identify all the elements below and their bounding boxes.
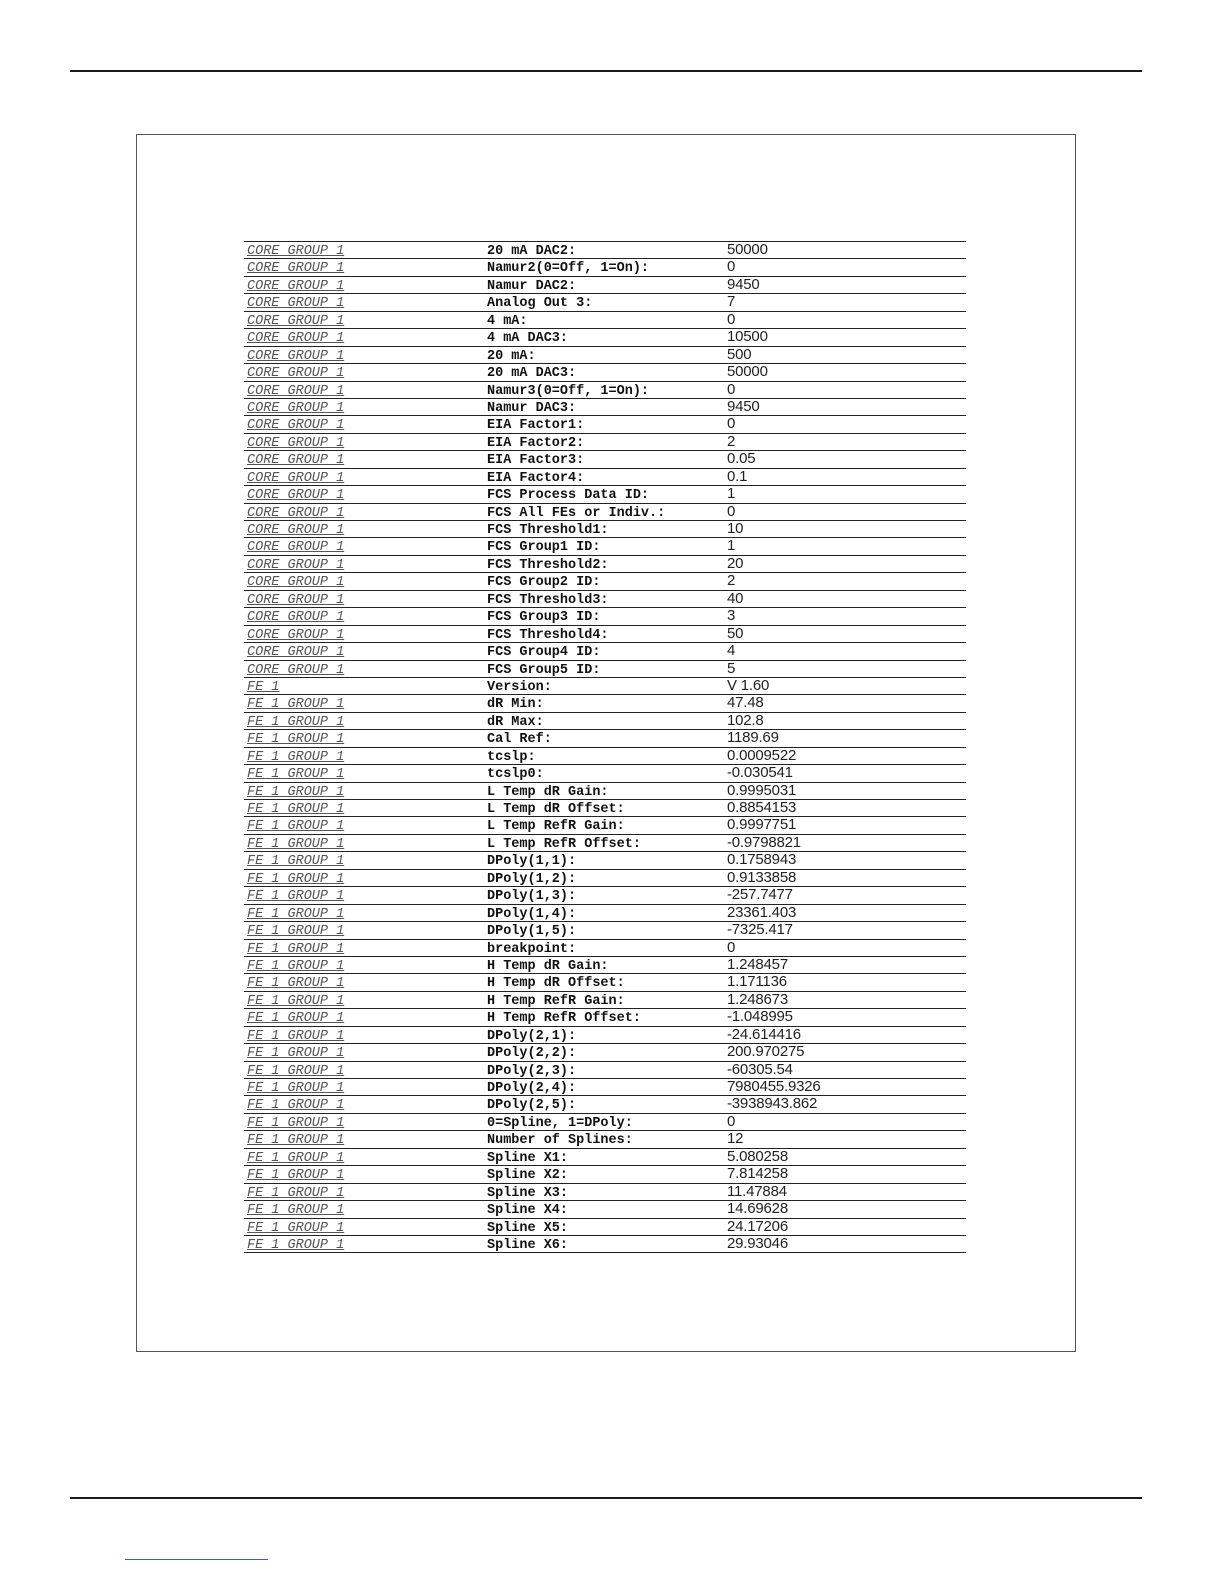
row-group: CORE GROUP 1 [247,348,345,364]
table-row [244,434,966,451]
row-value: 0 [727,380,736,398]
row-value: 0.9995031 [727,781,797,799]
row-group: FE 1 GROUP 1 [247,1150,345,1166]
row-group: FE 1 GROUP 1 [247,1046,345,1062]
row-value: 14.69628 [727,1200,788,1218]
row-value: 0.05 [727,450,756,468]
row-label: tcslp0: [487,767,544,783]
table-row [244,382,966,399]
table-row [244,1114,966,1131]
row-label: DPoly(2,3): [487,1063,577,1079]
row-value: -60305.54 [727,1060,793,1078]
row-label: 0=Spline, 1=DPoly: [487,1115,633,1131]
row-value: 0 [727,1112,736,1130]
table-row [244,608,966,625]
row-value: 10500 [727,328,768,346]
row-label: FCS Group5 ID: [487,662,601,678]
row-group: FE 1 GROUP 1 [247,802,345,817]
row-label: Spline X2: [487,1168,569,1184]
row-value: -257.7477 [727,886,793,904]
row-value: 0.8854153 [727,799,797,816]
row-value: 24.17206 [727,1217,788,1235]
row-group: FE 1 GROUP 1 [247,1237,345,1253]
row-group: CORE GROUP 1 [247,296,345,312]
row-value: -0.030541 [727,764,793,782]
table-row [244,504,966,521]
row-label: Spline X6: [487,1237,569,1253]
header-rule [70,70,1142,72]
table-row [244,242,966,259]
row-label: Spline X5: [487,1220,569,1236]
row-label: Namur DAC3: [487,400,577,416]
row-label: 20 mA DAC3: [487,366,577,382]
row-label: DPoly(2,2): [487,1046,577,1062]
row-value: 0 [727,502,736,520]
row-label: DPoly(2,4): [487,1081,577,1096]
table-row [244,521,966,538]
row-label: L Temp dR Offset: [487,802,625,817]
table-row [244,643,966,660]
row-group: FE 1 GROUP 1 [247,732,345,748]
row-label: EIA Factor1: [487,418,585,434]
table-row [244,1166,966,1183]
row-value: 7.814258 [727,1165,788,1183]
table-row [244,765,966,782]
table-row [244,1096,966,1113]
row-label: DPoly(1,2): [487,871,577,887]
table-row [244,974,966,991]
row-value: 0.1758943 [727,851,797,869]
row-label: DPoly(1,4): [487,906,577,922]
row-group: CORE GROUP 1 [247,610,345,626]
row-label: Namur3(0=Off, 1=On): [487,383,650,399]
row-value: 0.1 [727,467,748,485]
row-value: 0 [727,938,736,956]
row-group: CORE GROUP 1 [247,662,345,678]
row-label: FCS Threshold3: [487,592,609,608]
row-group: CORE GROUP 1 [247,383,345,399]
row-label: L Temp RefR Offset: [487,836,641,852]
row-group: FE 1 GROUP 1 [247,819,345,835]
table-row [244,347,966,364]
row-group: CORE GROUP 1 [247,523,345,538]
row-value: 23361.403 [727,903,797,921]
row-value: -7325.417 [727,921,793,939]
row-value: 12 [727,1130,744,1148]
row-value: 1.248673 [727,990,788,1008]
row-label: dR Min: [487,697,544,713]
footer-rule [70,1497,1142,1499]
row-label: Spline X1: [487,1150,569,1166]
row-value: 47.48 [727,694,764,712]
row-label: L Temp dR Gain: [487,784,609,800]
row-value: 11.47884 [727,1182,787,1200]
row-label: L Temp RefR Gain: [487,819,625,835]
row-group: FE 1 GROUP 1 [247,906,345,922]
row-label: FCS Threshold4: [487,627,609,643]
row-group: CORE GROUP 1 [247,435,345,451]
row-label: FCS Threshold1: [487,523,609,538]
table-row [244,573,966,590]
table-row [244,1201,966,1218]
row-value: 7980455.9326 [727,1078,821,1095]
row-group: FE 1 GROUP 1 [247,1115,345,1131]
row-label: FCS Group1 ID: [487,540,601,556]
row-group: FE 1 GROUP 1 [247,871,345,887]
table-row [244,922,966,939]
row-value: 0.9133858 [727,868,797,886]
table-row [244,852,966,869]
row-group: CORE GROUP 1 [247,505,345,521]
row-value: 0.9997751 [727,816,797,834]
table-row [244,1184,966,1201]
table-row [244,329,966,346]
row-value: 20 [727,554,744,572]
table-row [244,678,966,695]
row-group: FE 1 GROUP 1 [247,958,345,974]
row-group: FE 1 GROUP 1 [247,941,345,957]
row-group: CORE GROUP 1 [247,488,345,504]
table-row [244,416,966,433]
row-label: H Temp RefR Offset: [487,1011,641,1027]
row-value: 7 [727,293,736,311]
table-row [244,556,966,573]
table-row [244,800,966,817]
row-value: -24.614416 [727,1025,801,1043]
row-group: FE 1 GROUP 1 [247,1098,345,1114]
table-row [244,870,966,887]
row-group: FE 1 GROUP 1 [247,1081,345,1096]
row-value: 0 [727,258,736,276]
row-group: FE 1 GROUP 1 [247,784,345,800]
table-row [244,1079,966,1096]
row-group: CORE GROUP 1 [247,627,345,643]
row-group: FE 1 GROUP 1 [247,1220,345,1236]
row-value: 0 [727,415,736,433]
row-group: CORE GROUP 1 [247,470,345,486]
row-label: tcslp: [487,749,536,765]
row-value: V 1.60 [727,676,770,694]
row-label: FCS Group4 ID: [487,645,601,661]
row-label: Spline X4: [487,1203,569,1219]
row-group: FE 1 GROUP 1 [247,976,345,992]
row-group: FE 1 [247,679,280,695]
row-label: DPoly(2,5): [487,1098,577,1114]
row-group: FE 1 GROUP 1 [247,714,345,730]
table-row [244,783,966,800]
row-value: 1 [727,537,736,555]
row-label: DPoly(1,3): [487,889,577,905]
row-group: FE 1 GROUP 1 [247,1168,345,1184]
row-value: 50000 [727,363,768,381]
row-group: FE 1 GROUP 1 [247,993,345,1009]
table-row [244,661,966,678]
parameter-table [244,241,966,1253]
row-label: DPoly(1,1): [487,854,577,870]
row-label: FCS All FEs or Indiv.: [487,505,666,521]
table-row [244,1236,966,1253]
table-row [244,887,966,904]
table-row [244,294,966,311]
row-label: Analog Out 3: [487,296,593,312]
row-value: 1 [727,485,736,503]
table-row [244,1219,966,1236]
row-label: H Temp RefR Gain: [487,993,625,1009]
row-group: FE 1 GROUP 1 [247,1063,345,1079]
table-row [244,312,966,329]
row-value: -0.9798821 [727,833,801,851]
row-label: H Temp dR Gain: [487,958,609,974]
row-label: Cal Ref: [487,732,552,748]
row-group: FE 1 GROUP 1 [247,1185,345,1201]
table-row [244,486,966,503]
row-value: 4 [727,642,736,660]
row-value: 50000 [727,241,768,258]
row-group: FE 1 GROUP 1 [247,854,345,870]
row-value: 50 [727,624,744,642]
row-value: 10 [727,520,744,537]
row-value: 29.93046 [727,1234,788,1252]
row-value: -1.048995 [727,1008,793,1026]
table-row [244,591,966,608]
table-row [244,1044,966,1061]
row-label: FCS Group2 ID: [487,575,601,591]
footer-link-underline[interactable] [125,1559,268,1560]
row-label: DPoly(2,1): [487,1028,577,1044]
row-label: 4 mA: [487,313,528,329]
row-value: 40 [727,589,744,607]
table-row [244,905,966,922]
row-label: EIA Factor3: [487,453,585,469]
row-label: 20 mA: [487,348,536,364]
table-row [244,469,966,486]
row-value: 3 [727,607,736,625]
table-row [244,713,966,730]
row-group: CORE GROUP 1 [247,557,345,573]
row-value: 0 [727,310,736,328]
row-label: 4 mA DAC3: [487,331,569,347]
row-value: 1.171136 [727,973,787,991]
row-group: CORE GROUP 1 [247,313,345,329]
table-row [244,957,966,974]
row-group: FE 1 GROUP 1 [247,1133,345,1149]
row-value: 5.080258 [727,1147,788,1165]
row-group: CORE GROUP 1 [247,278,345,294]
table-row [244,940,966,957]
row-group: CORE GROUP 1 [247,366,345,382]
row-value: 1.248457 [727,955,788,973]
table-row [244,259,966,276]
table-row [244,538,966,555]
row-value: 2 [727,572,736,590]
row-label: Number of Splines: [487,1133,633,1149]
row-label: EIA Factor4: [487,470,585,486]
row-group: FE 1 GROUP 1 [247,889,345,905]
row-group: FE 1 GROUP 1 [247,924,345,940]
table-row [244,1027,966,1044]
row-group: FE 1 GROUP 1 [247,767,345,783]
row-group: CORE GROUP 1 [247,400,345,416]
table-row [244,399,966,416]
table-row [244,1009,966,1026]
row-label: FCS Process Data ID: [487,488,650,504]
table-row [244,992,966,1009]
table-row [244,451,966,468]
table-row [244,817,966,834]
row-label: dR Max: [487,714,544,730]
row-value: 102.8 [727,711,764,729]
row-group: FE 1 GROUP 1 [247,697,345,713]
row-group: FE 1 GROUP 1 [247,1028,345,1044]
table-row [244,730,966,747]
row-label: EIA Factor2: [487,435,585,451]
row-value: 5 [727,659,736,677]
row-group: CORE GROUP 1 [247,453,345,469]
row-value: 500 [727,345,752,363]
row-group: CORE GROUP 1 [247,575,345,591]
row-value: 200.970275 [727,1043,805,1061]
row-label: 20 mA DAC2: [487,244,577,259]
table-row [244,1131,966,1148]
row-value: 0.0009522 [727,746,797,764]
row-group: CORE GROUP 1 [247,261,345,277]
row-group: CORE GROUP 1 [247,540,345,556]
row-label: Namur2(0=Off, 1=On): [487,261,650,277]
row-group: CORE GROUP 1 [247,645,345,661]
row-group: CORE GROUP 1 [247,592,345,608]
row-label: H Temp dR Offset: [487,976,625,992]
row-label: FCS Threshold2: [487,557,609,573]
row-label: Namur DAC2: [487,278,577,294]
table-row [244,835,966,852]
row-value: 9450 [727,397,760,415]
table-row [244,1062,966,1079]
row-value: 9450 [727,275,760,293]
row-group: CORE GROUP 1 [247,331,345,347]
row-group: FE 1 GROUP 1 [247,836,345,852]
row-group: FE 1 GROUP 1 [247,749,345,765]
row-label: Version: [487,679,552,695]
row-label: DPoly(1,5): [487,924,577,940]
table-row [244,364,966,381]
table-row [244,277,966,294]
row-label: Spline X3: [487,1185,569,1201]
table-row [244,626,966,643]
row-group: CORE GROUP 1 [247,418,345,434]
row-value: 1189.69 [727,729,779,747]
row-group: CORE GROUP 1 [247,244,345,259]
row-value: -3938943.862 [727,1095,818,1113]
row-label: breakpoint: [487,941,577,957]
row-value: 2 [727,432,736,450]
table-row [244,748,966,765]
table-row [244,1149,966,1166]
table-row [244,695,966,712]
row-label: FCS Group3 ID: [487,610,601,626]
row-group: FE 1 GROUP 1 [247,1011,345,1027]
row-group: FE 1 GROUP 1 [247,1203,345,1219]
